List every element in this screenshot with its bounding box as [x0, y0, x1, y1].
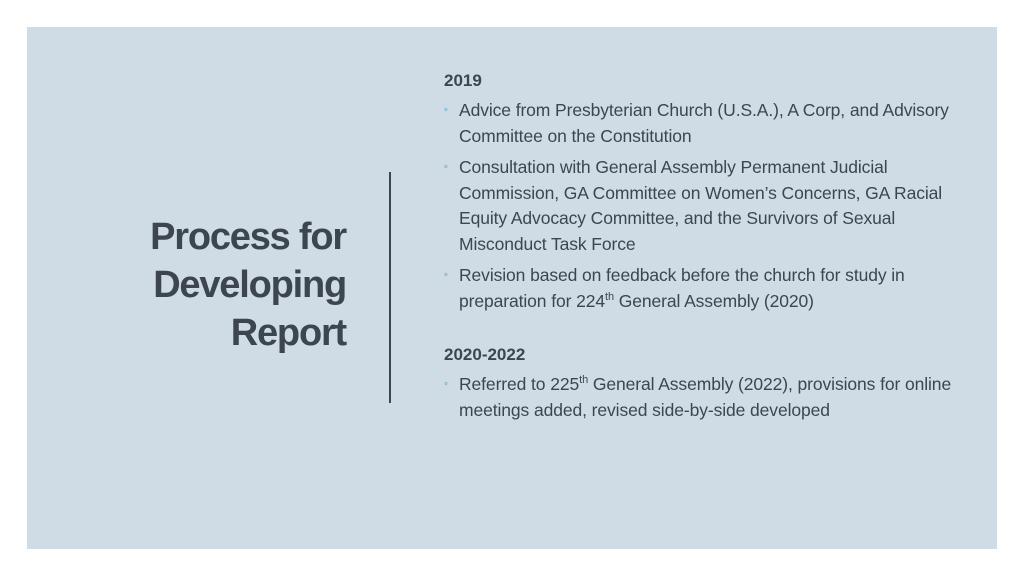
vertical-divider	[389, 172, 391, 403]
section-2020-2022	[444, 342, 954, 423]
list-item-text: Advice from Presbyterian Church (U.S.A.), A Corp, and Advisory Committee on the Constitution	[459, 100, 949, 146]
list-item-text-pre: Revision based on feedback before the church for study in preparation for 224	[459, 265, 905, 311]
content-area	[444, 68, 954, 429]
title-line-2: Developing	[153, 264, 346, 306]
bullet-list	[444, 98, 954, 314]
list-item	[444, 263, 954, 314]
bullet-list	[444, 372, 954, 423]
list-item-text-pre: Referred to 225	[459, 374, 580, 394]
ordinal-suffix: th	[604, 290, 614, 303]
title-line-1: Process for	[150, 216, 346, 258]
slide-title	[66, 213, 346, 357]
ordinal-suffix: th	[579, 374, 589, 387]
title-line-3: Report	[230, 312, 346, 354]
section-heading: 2020-2022	[444, 345, 526, 364]
bullet-icon: ◦	[444, 104, 448, 116]
bullet-icon: ◦	[444, 269, 448, 281]
bullet-icon: ◦	[444, 378, 448, 390]
list-item	[444, 155, 954, 257]
list-item-text-post: General Assembly (2022), provisions for online meetings added, revised side-by-side developed	[459, 374, 952, 420]
list-item	[444, 372, 954, 423]
section-2019	[444, 68, 954, 314]
bullet-icon: ◦	[444, 161, 448, 173]
section-heading: 2019	[444, 71, 482, 90]
list-item-text-post: General Assembly (2020)	[613, 290, 814, 311]
list-item-text: Consultation with General Assembly Permanent Judicial Commission, GA Committee on Women’s Concerns, GA Racial Equity Advocacy Committee, and the Survivors of Sexual Misconduct Task Force	[459, 157, 943, 254]
list-item	[444, 98, 954, 149]
